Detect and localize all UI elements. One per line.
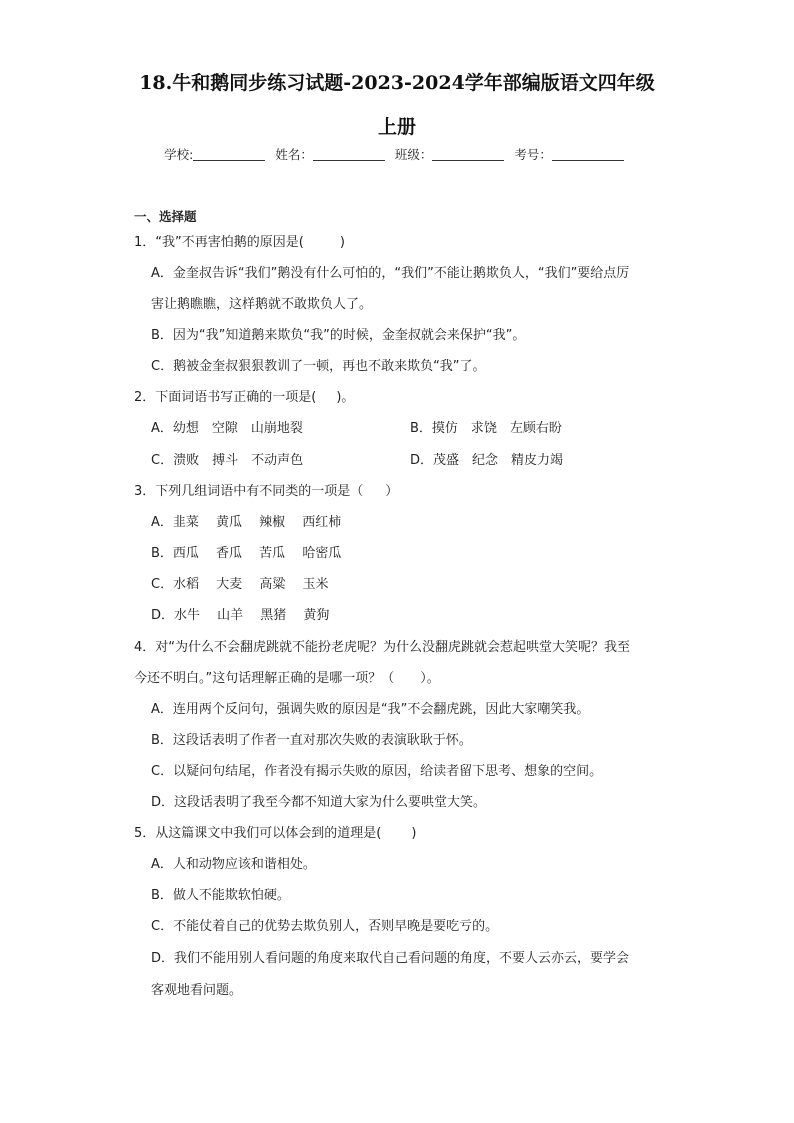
option-a[interactable]: A．连用两个反问句，强调失败的原因是“我”不会翻虎跳，因此大家嘲笑我。 — [151, 702, 590, 717]
option-a-cont: 害让鹅瞧瞧，这样鹅就不敢欺负人了。 — [151, 297, 373, 312]
question-stem-end: ) — [411, 826, 417, 841]
question-4: 4．对“为什么不会翻虎跳就不能扮老虎呢？为什么没翻虎跳就会惹起哄堂大笑呢？我至 — [134, 640, 631, 655]
option-b[interactable]: B．西瓜 香瓜 苦瓜 哈密瓜 — [151, 546, 342, 561]
name-label: 姓名： — [275, 147, 313, 162]
school-blank[interactable] — [193, 147, 265, 161]
page-title-line2: 上册 — [377, 116, 416, 138]
class-label: 班级： — [394, 147, 433, 162]
page-title: 18.牛和鹅同步练习试题-2023-2024学年部编版语文四年级 — [139, 72, 655, 94]
question-stem: 5．从这篇课文中我们可以体会到的道理是( — [134, 826, 382, 841]
school-label: 学校: — [164, 147, 194, 162]
option-d-cont: 客观地看问题。 — [151, 983, 243, 998]
option-c[interactable]: C．鹅被金奎叔狠狠教训了一顿，再也不敢来欺负“我”了。 — [151, 359, 486, 374]
option-c[interactable]: C．以疑问句结尾，作者没有揭示失败的原因，给读者留下思考、想象的空间。 — [151, 764, 603, 779]
student-info-row — [0, 145, 794, 163]
option-c[interactable]: C．不能仗着自己的优势去欺负别人，否则早晚是要吃亏的。 — [151, 919, 499, 934]
question-stem-end: ) — [339, 235, 345, 250]
option-c[interactable]: C．水稻 大麦 高粱 玉米 — [151, 577, 329, 592]
exam-no-blank[interactable] — [552, 147, 624, 161]
option-d[interactable]: D．这段话表明了我至今都不知道大家为什么要哄堂大笑。 — [151, 795, 487, 810]
question-3 — [134, 482, 398, 502]
question-1 — [134, 233, 345, 253]
option-b[interactable]: B．这段话表明了作者一直对那次失败的表演耿耿于怀。 — [151, 733, 472, 748]
option-d[interactable]: D．我们不能用别人看问题的角度来取代自己看问题的角度，不要人云亦云，要学会 — [151, 951, 630, 966]
option-a[interactable]: A．幼想 空隙 山崩地裂 — [151, 421, 303, 436]
question-stem: 3．下列几组词语中有不同类的一项是（ — [134, 484, 364, 499]
question-stem: 2．下面词语书写正确的一项是( — [134, 390, 317, 405]
option-a[interactable]: A．金奎叔告诉“我们”鹅没有什么可怕的，“我们”不能让鹅欺负人，“我们”要给点厉 — [151, 266, 630, 281]
name-blank[interactable] — [313, 147, 385, 161]
option-d[interactable]: D．水牛 山羊 黑猪 黄狗 — [151, 608, 330, 623]
question-stem: 1．“我”不再害怕鹅的原因是( — [134, 235, 304, 250]
section-heading: 一、选择题 — [134, 209, 197, 224]
option-d[interactable]: D．茂盛 纪念 精皮力竭 — [410, 453, 564, 468]
exam-no-label: 考号： — [514, 147, 552, 162]
question-stem-end: ） — [385, 484, 399, 499]
question-stem-end: )。 — [336, 390, 355, 405]
option-b[interactable]: B．摸仿 求饶 左顾右盼 — [410, 421, 562, 436]
option-b[interactable]: B．因为“我”知道鹅来欺负“我”的时候，金奎叔就会来保护“我”。 — [151, 328, 526, 343]
class-blank[interactable] — [432, 147, 504, 161]
question-2 — [134, 388, 354, 408]
option-b[interactable]: B．做人不能欺软怕硬。 — [151, 888, 290, 903]
option-c[interactable]: C．溃败 搏斗 不动声色 — [151, 453, 304, 468]
option-a[interactable]: A．人和动物应该和谐相处。 — [151, 857, 316, 872]
question-5 — [134, 824, 416, 844]
question-4-cont: 今还不明白。”这句话理解正确的是哪一项？（ ）。 — [134, 671, 440, 686]
option-a[interactable]: A．韭菜 黄瓜 辣椒 西红柿 — [151, 515, 342, 530]
